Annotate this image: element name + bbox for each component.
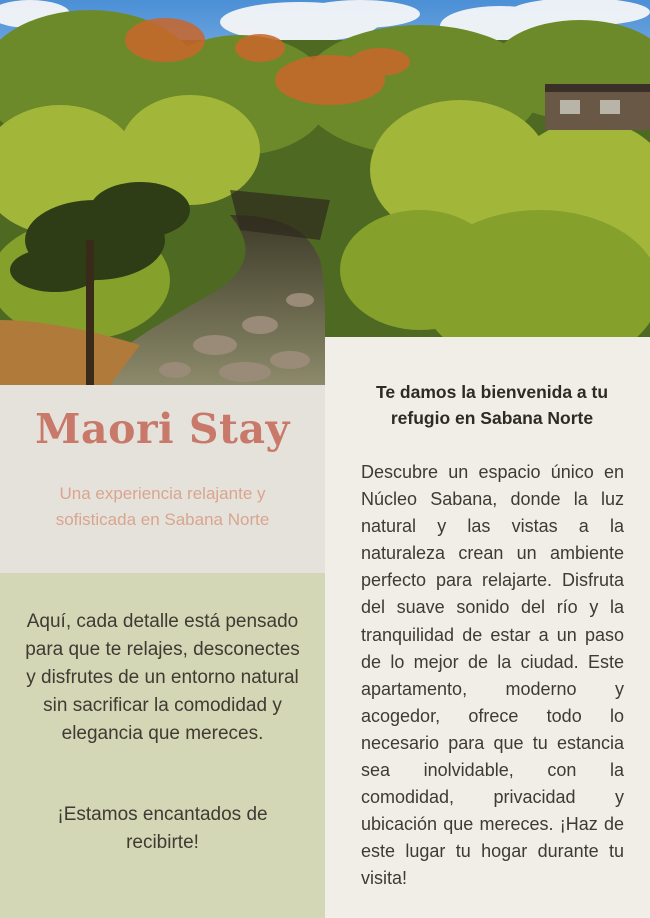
info-heading: Te damos la bienvenida a tu refugio en Sabana Norte <box>375 382 609 428</box>
info-panel <box>325 337 650 918</box>
brand-panel <box>0 385 325 573</box>
brand-title: Maori Stay <box>35 405 290 453</box>
welcome-text: Aquí, cada detalle está pensado para que te relajes, desconectes y disfrutes de un entorno natural sin sacrificar la comodidad y elegancia que mereces. <box>25 611 300 744</box>
info-body: Descubre un espacio único en Núcleo Sabana, donde la luz natural y las vistas a la naturaleza crean un ambiente perfecto para relajarte. Disfruta del suave sonido del río y la tranquilidad de estar a un paso de lo mejor de la ciudad. Este apartamento, moderno y acogedor, ofrece todo lo necesario para que tu estancia sea inolvidable, con la comodidad, privacidad y ubicación que mereces. ¡Haz de este lugar tu hogar durante tu visita! <box>361 462 624 889</box>
brand-tagline: Una experiencia relajante y sofisticada en Sabana Norte <box>55 484 270 529</box>
welcome-cta: ¡Estamos encantados de recibirte! <box>57 804 268 853</box>
welcome-panel <box>0 573 325 918</box>
hero-photo <box>0 0 650 385</box>
